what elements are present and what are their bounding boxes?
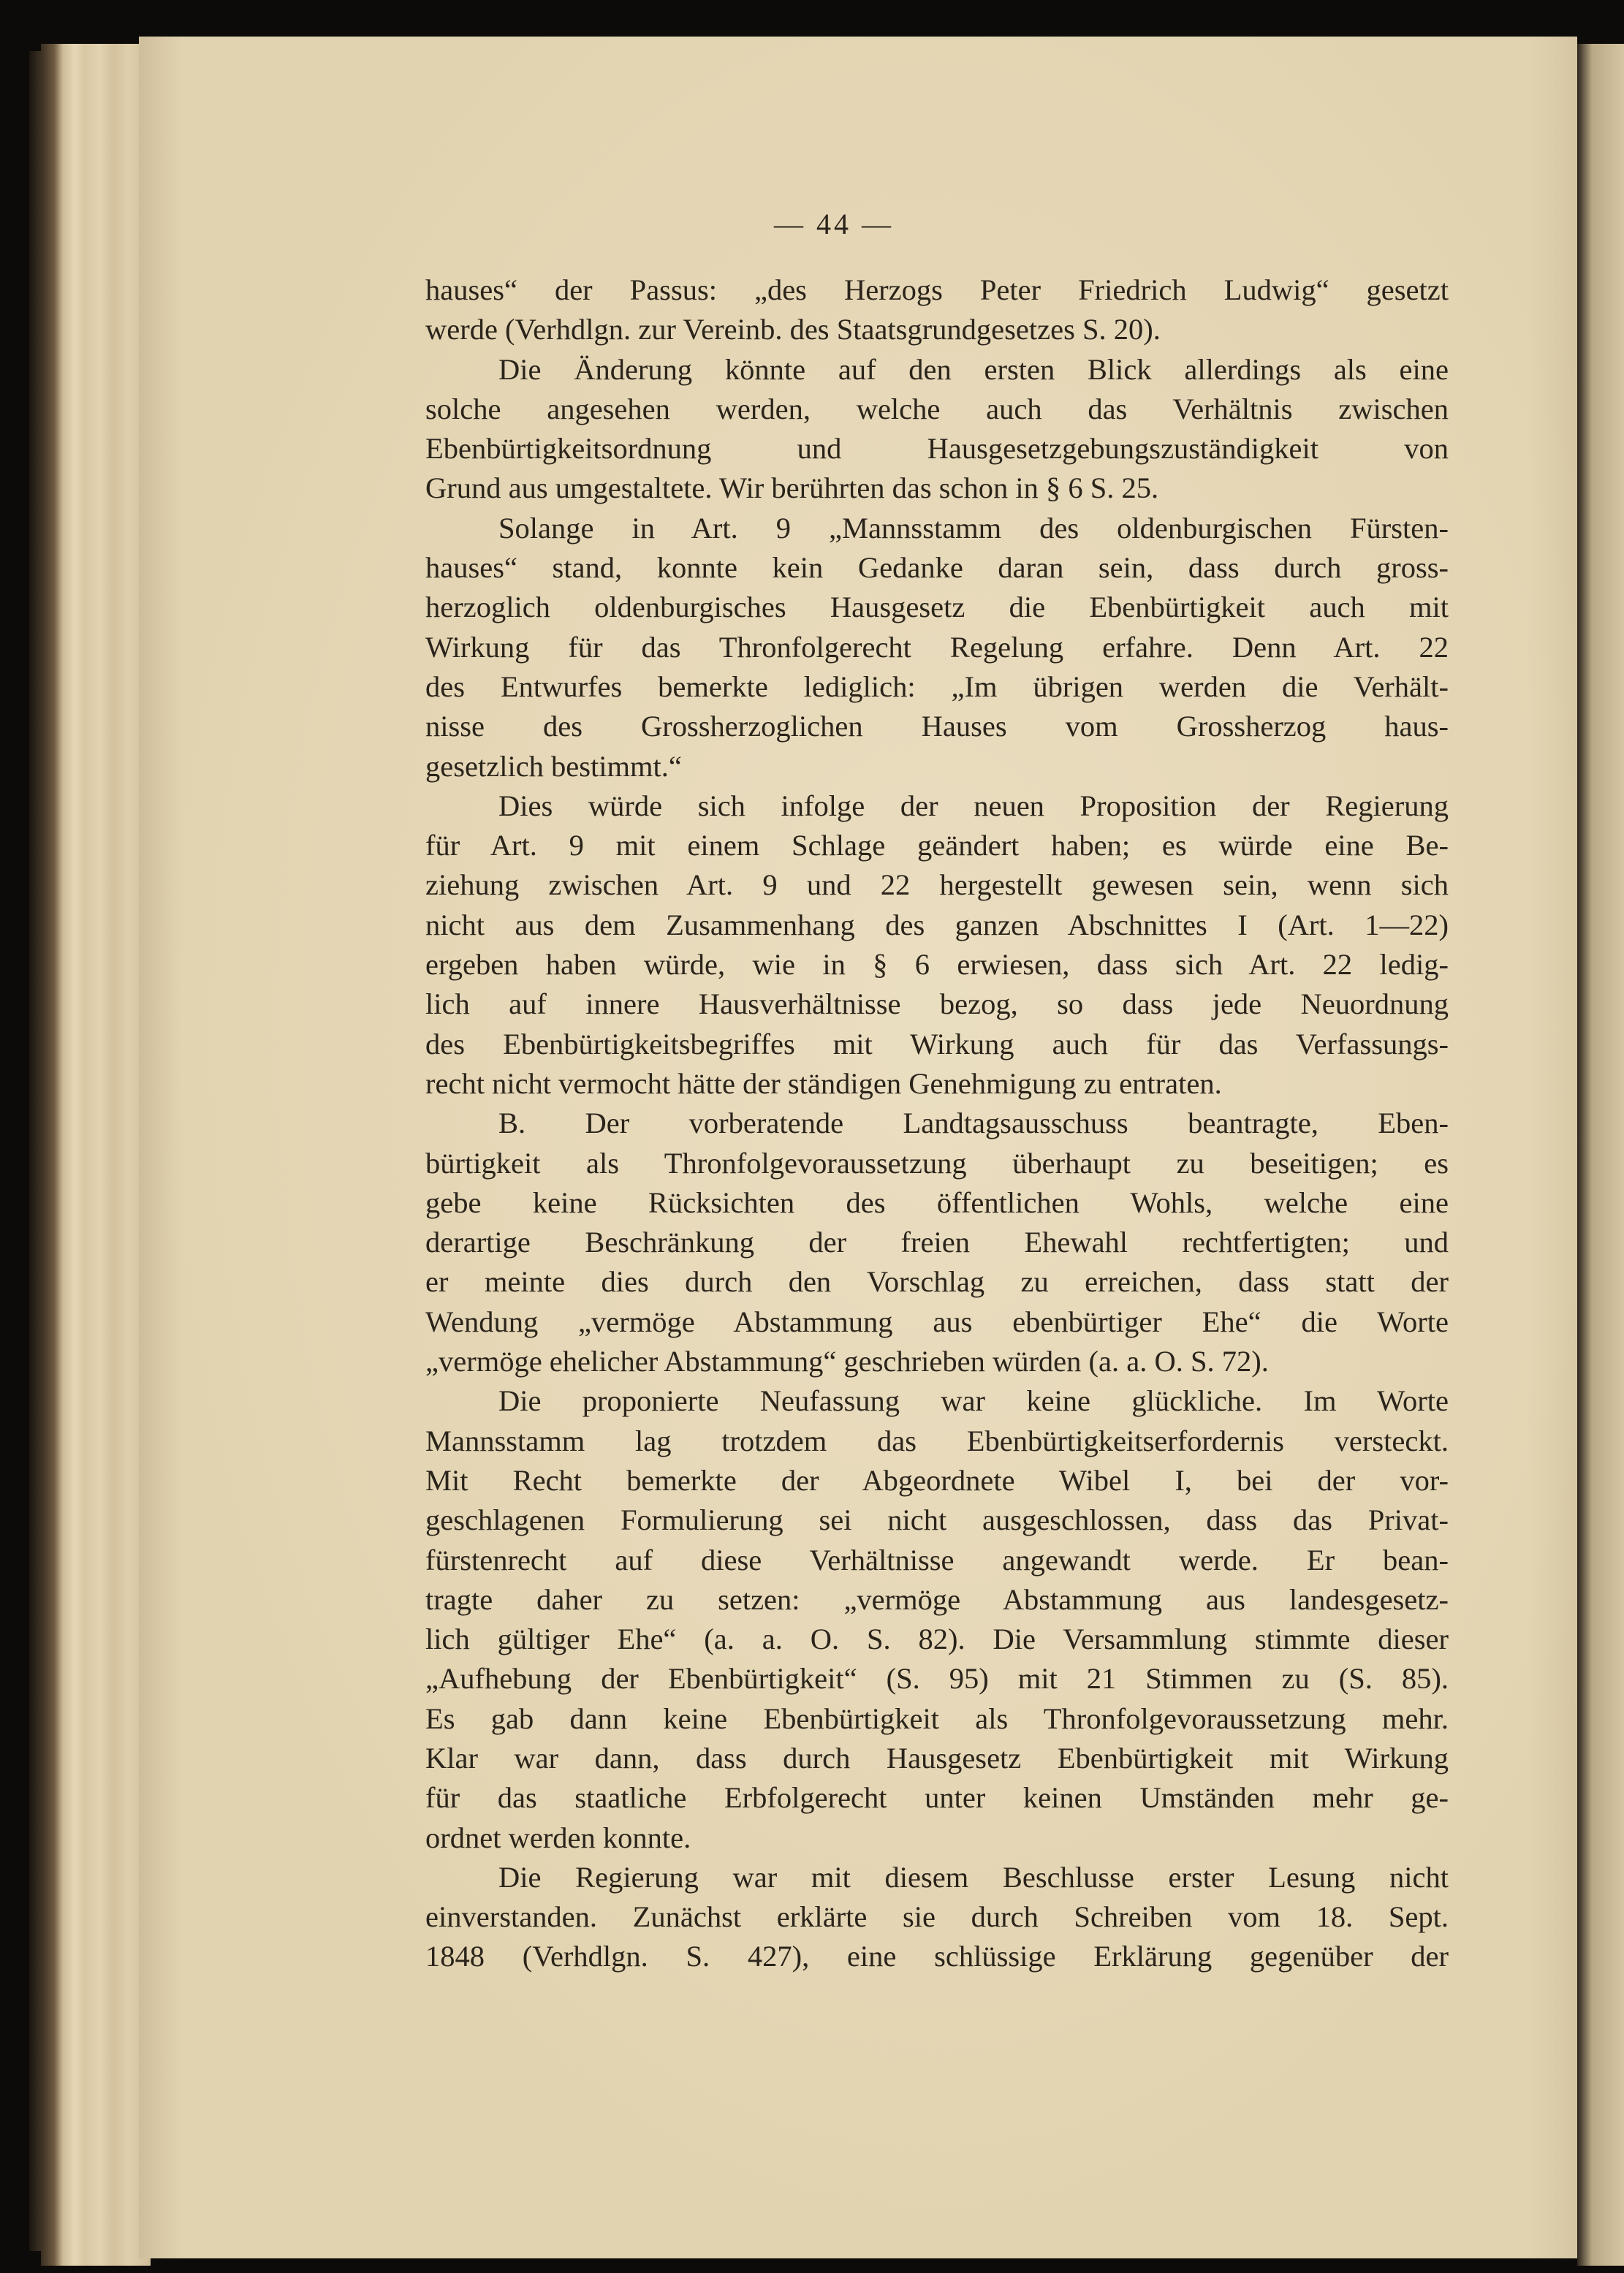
facing-page-edge: [1577, 44, 1624, 2266]
text-line: nicht aus dem Zusammenhang des ganzen Abschnittes I (Art. 1—22): [425, 908, 1449, 941]
text-line: Die proponierte Neufassung war keine glückliche. Im Worte: [498, 1384, 1449, 1418]
text-line: Die Änderung könnte auf den ersten Blick allerdings als eine: [498, 352, 1449, 386]
text-line: gebe keine Rücksichten des öffentlichen Wohls, welche eine: [425, 1185, 1449, 1219]
text-line: hauses“ stand, konnte kein Gedanke daran sein, dass durch gross-: [425, 551, 1449, 585]
text-line: tragte daher zu setzen: „vermöge Abstammung aus landesgesetz-: [425, 1582, 1449, 1616]
text-line: Mit Recht bemerkte der Abgeordnete Wibel I, bei der vor-: [425, 1463, 1449, 1497]
text-line: lich gültiger Ehe“ (a. a. O. S. 82). Die Versammlung stimmte dieser: [425, 1623, 1449, 1656]
text-line: hauses“ der Passus: „des Herzogs Peter Friedrich Ludwig“ gesetzt: [425, 273, 1449, 306]
text-line: er meinte dies durch den Vorschlag zu erreichen, dass statt der: [425, 1265, 1449, 1299]
text-line: einverstanden. Zunächst erklärte sie durch Schreiben vom 18. Sept.: [425, 1900, 1449, 1934]
text-line: Wirkung für das Thronfolgerecht Regelung erfahre. Denn Art. 22: [425, 630, 1449, 664]
text-line: Wendung „vermöge Abstammung aus ebenbürtiger Ehe“ die Worte: [425, 1305, 1449, 1338]
text-line: geschlagenen Formulierung sei nicht ausgeschlossen, dass das Privat-: [425, 1503, 1449, 1537]
text-line: derartige Beschränkung der freien Ehewahl rechtfertigten; und: [425, 1226, 1449, 1259]
text-line: solche angesehen werden, welche auch das Verhältnis zwischen: [425, 392, 1449, 425]
text-line: bürtigkeit als Thronfolgevoraussetzung überhaupt zu beseitigen; es: [425, 1146, 1449, 1180]
text-line: Klar war dann, dass durch Hausgesetz Ebenbürtigkeit mit Wirkung: [425, 1741, 1449, 1775]
text-line: ziehung zwischen Art. 9 und 22 hergestellt gewesen sein, wenn sich: [425, 868, 1449, 902]
page-number: — 44 —: [774, 208, 894, 240]
body-text: [425, 270, 1449, 1977]
text-line: werde (Verhdlgn. zur Vereinb. des Staatsgrundgesetzes S. 20).: [425, 313, 1161, 346]
text-line: gesetzlich bestimmt.“: [425, 749, 682, 783]
text-line: B. Der vorberatende Landtagsausschuss beantragte, Eben-: [498, 1107, 1449, 1140]
text-line: Es gab dann keine Ebenbürtigkeit als Thronfolgevoraussetzung mehr.: [425, 1701, 1449, 1735]
text-line: Ebenbürtigkeitsordnung und Hausgesetzgebungszuständigkeit von: [425, 432, 1449, 466]
text-line: fürstenrecht auf diese Verhältnisse angewandt werde. Er bean-: [425, 1543, 1449, 1576]
text-line: des Ebenbürtigkeitsbegriffes mit Wirkung auch für das Verfassungs-: [425, 1027, 1449, 1060]
text-line: Dies würde sich infolge der neuen Proposition der Regierung: [498, 789, 1449, 822]
text-line: „Aufhebung der Ebenbürtigkeit“ (S. 95) mit 21 Stimmen zu (S. 85).: [425, 1662, 1449, 1696]
text-line: ergeben haben würde, wie in § 6 erwiesen, dass sich Art. 22 ledig-: [425, 948, 1449, 982]
text-line: 1848 (Verhdlgn. S. 427), eine schlüssige Erklärung gegenüber der: [425, 1940, 1449, 1973]
text-line: des Entwurfes bemerkte lediglich: „Im übrigen werden die Verhält-: [425, 669, 1449, 703]
text-line: lich auf innere Hausverhältnisse bezog, so dass jede Neuordnung: [425, 987, 1449, 1021]
text-line: Grund aus umgestaltete. Wir berührten das schon in § 6 S. 25.: [425, 471, 1159, 505]
page-stack-edges: [41, 44, 151, 2266]
text-line: herzoglich oldenburgisches Hausgesetz die Ebenbürtigkeit auch mit: [425, 591, 1449, 624]
text-line: Mannsstamm lag trotzdem das Ebenbürtigkeitserfordernis versteckt.: [425, 1424, 1449, 1457]
text-line: „vermöge ehelicher Abstammung“ geschrieben würden (a. a. O. S. 72).: [425, 1345, 1269, 1378]
text-line: für Art. 9 mit einem Schlage geändert haben; es würde eine Be-: [425, 829, 1449, 862]
text-line: ordnet werden konnte.: [425, 1821, 691, 1854]
text-line: Die Regierung war mit diesem Beschlusse erster Lesung nicht: [498, 1860, 1449, 1894]
text-line: Solange in Art. 9 „Mannsstamm des oldenburgischen Fürsten-: [498, 511, 1449, 544]
text-line: recht nicht vermocht hätte der ständigen Genehmigung zu entraten.: [425, 1066, 1222, 1100]
text-line: nisse des Grossherzoglichen Hauses vom Grossherzog haus-: [425, 710, 1449, 743]
text-line: für das staatliche Erbfolgerecht unter keinen Umständen mehr ge-: [425, 1781, 1449, 1815]
